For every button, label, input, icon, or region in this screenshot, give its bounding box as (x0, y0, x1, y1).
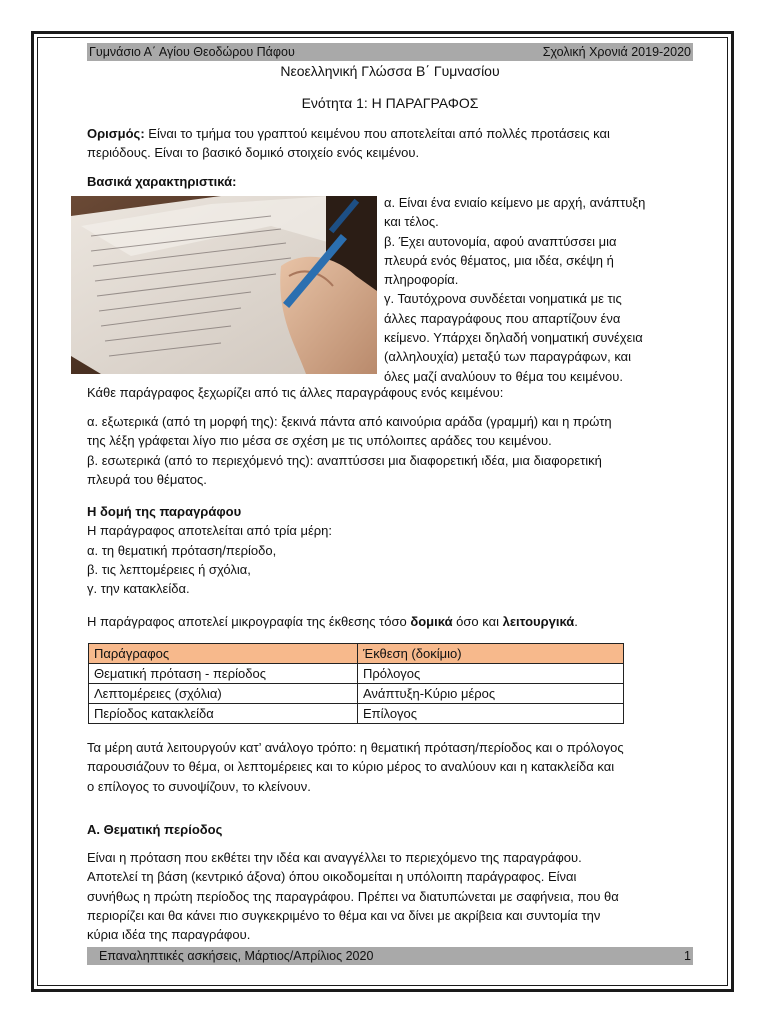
basics-line: α. Είναι ένα ενιαίο κείμενο με αρχή, ανάπτυξη (384, 195, 646, 210)
section-a-line: Είναι η πρόταση που εκθέτει την ιδέα και αναγγέλλει το περιεχόμενο της παραγράφου. (87, 850, 582, 865)
footer-text: Επαναληπτικές ασκήσεις, Μάρτιος/Απρίλιος 2020 (99, 949, 374, 963)
table-cell: Ανάπτυξη-Κύριο μέρος (358, 684, 624, 704)
definition-line-1: Είναι το τμήμα του γραπτού κειμένου που αποτελείται από πολλές προτάσεις και (144, 126, 610, 141)
definition (87, 124, 693, 163)
basics-line: πληροφορία. (384, 272, 459, 288)
structure-heading: Η δομή της παραγράφου (87, 504, 242, 519)
basics-heading: Βασικά χαρακτηριστικά: (87, 174, 237, 189)
micro-bold-2: λειτουργικά (502, 614, 575, 629)
external-label: α. εξωτερικά (87, 414, 159, 429)
basics-line: άλλες παραγράφους που απαρτίζουν ένα (384, 310, 621, 326)
table-cell: Πρόλογος (358, 664, 624, 684)
structure-item: α. τη θεματική πρόταση/περίοδο, (87, 542, 277, 558)
distinguish-list (87, 412, 693, 489)
section-a-line: περιορίζει και θα κάνει πιο συγκεκριμένο το θέμα και να δίνει με ακρίβεια και συντομία την (87, 907, 601, 923)
unit-title: Ενότητα 1: Η ΠΑΡΑΓΡΑΦΟΣ (301, 95, 479, 111)
distinguish-intro: Κάθε παράγραφος ξεχωρίζει από τις άλλες παραγράφους ενός κειμένου: (87, 385, 504, 400)
page-footer (87, 947, 693, 965)
structure-section (87, 502, 693, 598)
section-a-line: Αποτελεί τη βάση (κεντρικό άξονα) όπου οικοδομείται η υπόλοιπη παράγραφος. Είναι (87, 869, 577, 885)
definition-line-2: περιόδους. Είναι το βασικό δομικό στοιχείο ενός κειμένου. (87, 145, 420, 161)
section-a-line: συνήθως η πρώτη περίοδος της παραγράφου. Πρέπει να διατυπώνεται με σαφήνεια, που θα (87, 888, 619, 904)
analogy-line: παρουσιάζουν το θέμα, οι λεπτομέρειες και το κύριο μέρος το αναλύουν και η κατακλείδα και (87, 759, 615, 775)
page-number: 1 (684, 949, 691, 963)
section-a-heading: Α. Θεματική περίοδος (87, 822, 223, 837)
table-row (89, 664, 624, 684)
table-row (89, 684, 624, 704)
table-header-row (89, 644, 624, 664)
section-a-paragraph (87, 848, 693, 944)
table-cell: Θεματική πρόταση - περίοδος (89, 664, 358, 684)
structure-item: γ. την κατακλείδα. (87, 581, 190, 597)
header-school: Γυμνάσιο Α΄ Αγίου Θεοδώρου Πάφου (89, 45, 295, 59)
structure-intro: Η παράγραφος αποτελείται από τρία μέρη: (87, 523, 332, 539)
micro-mid: όσο και (452, 614, 503, 629)
basics-line: β. Έχει αυτονομία, αφού αναπτύσσει μια (384, 233, 617, 249)
analogy-paragraph (87, 738, 693, 796)
analogy-line: Τα μέρη αυτά λειτουργούν κατ’ ανάλογο τρόπο: η θεματική πρόταση/περίοδος και ο πρόλογος (87, 740, 624, 755)
micro-pre: Η παράγραφος αποτελεί μικρογραφία της έκθεσης τόσο (87, 614, 411, 629)
table-cell: Λεπτομέρειες (σχόλια) (89, 684, 358, 704)
external-text-2: της λέξη γράφεται λίγο πιο μέσα σε σχέση με τις υπόλοιπες αράδες του κειμένου. (87, 433, 552, 449)
table-cell: Περίοδος κατακλείδα (89, 704, 358, 724)
micro-bold-1: δομικά (410, 614, 453, 629)
internal-text-1: (από το περιεχόμενό της): αναπτύσσει μια διαφορετική ιδέα, μια διαφορετική (160, 452, 602, 468)
internal-text-2: πλευρά του θέματος. (87, 471, 207, 487)
section-a-line: κύρια ιδέα της παραγράφου. (87, 927, 251, 943)
table-row (89, 704, 624, 724)
table-header-cell: Παράγραφος (89, 644, 358, 664)
basics-line: γ. Ταυτόχρονα συνδέεται νοηματικά με τις (384, 291, 622, 307)
basics-line: και τέλος. (384, 214, 439, 230)
definition-label: Ορισμός: (87, 126, 145, 141)
analogy-line: ο επίλογος το συνοψίζουν, το κλείνουν. (87, 778, 311, 794)
basics-line: κείμενο. Υπάρχει δηλαδή νοηματική συνέχεια (384, 330, 643, 346)
basics-line: (αλληλουχία) μεταξύ των παραγράφων, και (384, 349, 632, 365)
header-year: Σχολική Χρονιά 2019-2020 (542, 45, 691, 59)
external-text-1: (από τη μορφή της): ξεκινά πάντα από καινούρια αράδα (γραμμή) και η πρώτη (158, 414, 612, 429)
page-header (87, 43, 693, 61)
basics-line: όλες μαζί αναλύουν το θέμα του κειμένου. (384, 368, 623, 384)
course-title: Νεοελληνική Γλώσσα Β΄ Γυμνασίου (280, 63, 500, 79)
table-cell: Επίλογος (358, 704, 624, 724)
micro-sentence (87, 612, 693, 631)
micro-post: . (574, 614, 578, 629)
basics-list (384, 193, 689, 386)
table-header-cell: Έκθεση (δοκίμιο) (358, 644, 624, 664)
internal-label: β. εσωτερικά (87, 452, 161, 468)
basics-line: πλευρά ενός θέματος, μια ιδέα, σκέψη ή (384, 252, 614, 268)
structure-item: β. τις λεπτομέρειες ή σχόλια, (87, 561, 251, 577)
comparison-table (88, 643, 624, 724)
writing-hand-photo (71, 196, 377, 374)
